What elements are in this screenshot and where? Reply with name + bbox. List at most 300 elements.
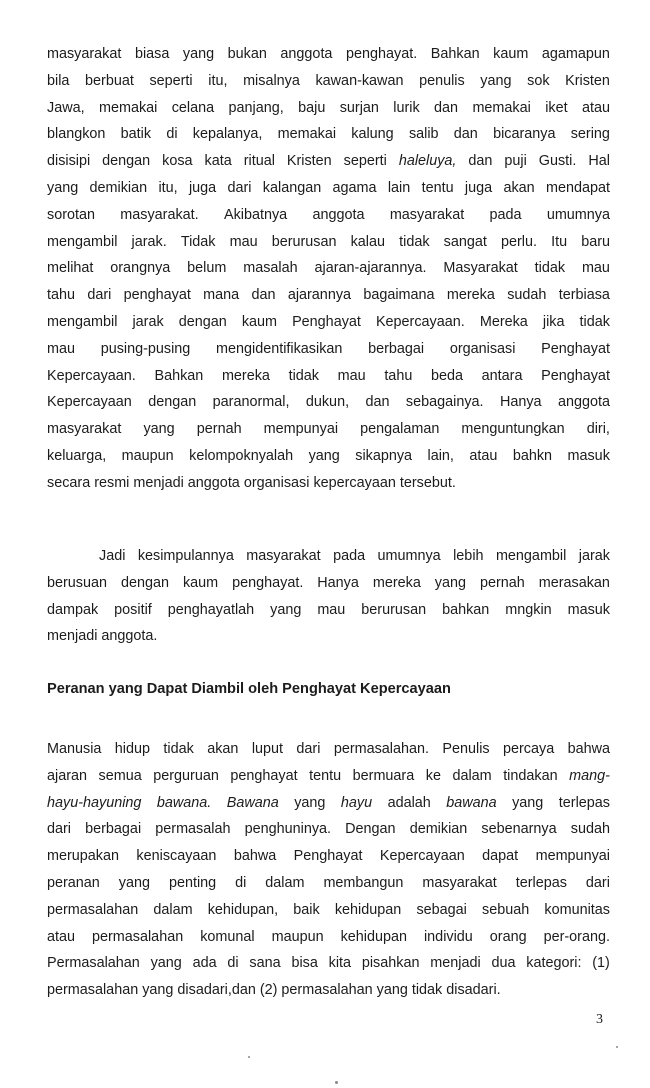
word: sikapnya	[355, 447, 413, 464]
word: menjadi	[47, 628, 98, 645]
text-line	[47, 977, 610, 1004]
word: berbagai	[368, 340, 425, 357]
word: seperti	[343, 153, 387, 170]
word: Jadi	[99, 548, 126, 564]
word: bawana.	[156, 794, 212, 811]
word: (1)	[592, 955, 610, 972]
word: kepercayaan	[313, 474, 396, 491]
word: berbuat	[85, 72, 134, 89]
word: yang	[118, 874, 150, 891]
word: masuk	[567, 447, 610, 464]
word: disisipi	[47, 153, 91, 170]
word: mengidentifikasikan	[216, 340, 343, 357]
text-line	[47, 68, 610, 95]
text-line	[47, 763, 610, 790]
word: masyarakat	[422, 874, 497, 891]
text-line	[47, 95, 610, 122]
word: dalam	[452, 767, 492, 784]
word: surjan	[339, 99, 379, 116]
word: dari	[296, 741, 321, 757]
word: mengambil	[47, 313, 118, 330]
word: dengan	[148, 394, 197, 411]
word: beda	[430, 367, 463, 384]
text-line	[47, 950, 610, 977]
word: dengan	[178, 313, 227, 330]
word: pernah	[196, 421, 242, 438]
text-line	[47, 41, 610, 68]
word: mempunyai	[263, 421, 339, 438]
word: batik	[120, 126, 152, 143]
word: tidak	[411, 982, 443, 999]
word: lebih	[453, 548, 484, 564]
word: secara	[47, 474, 91, 491]
word: umumnya	[546, 206, 610, 223]
word: mngkin	[505, 601, 552, 618]
word: misalnya	[243, 72, 300, 89]
word: penghayat	[123, 287, 191, 304]
word: Bawana	[226, 794, 279, 811]
word: itu,	[208, 72, 228, 89]
word: tindakan	[503, 767, 558, 784]
word: hayu	[340, 794, 373, 811]
word: kepalanya,	[192, 126, 263, 143]
word: yang	[294, 794, 326, 811]
word: sorotan	[47, 206, 95, 223]
page-number: 3	[596, 1012, 603, 1027]
word: dua	[491, 955, 516, 972]
word: membangun	[323, 874, 404, 891]
word: dan	[453, 126, 478, 143]
text-line	[47, 790, 610, 817]
word: yang	[270, 601, 302, 618]
word: penghayatlah	[167, 601, 255, 618]
section-heading: Peranan yang Dapat Diambil oleh Penghayat Kepercayaan	[47, 681, 451, 697]
word: Akibatnya	[223, 206, 288, 223]
word: penghayat.	[232, 574, 304, 591]
word: penulis	[419, 72, 465, 89]
word: berurusan	[361, 601, 427, 618]
word: lain	[387, 179, 411, 196]
word: resmi	[94, 474, 130, 491]
word: penghayat.	[346, 46, 418, 62]
word: permasalahan	[47, 982, 139, 999]
word: Kepercayaan	[47, 394, 132, 411]
word: sebagai	[416, 901, 467, 918]
word: perguruan	[153, 767, 219, 784]
word: yang	[142, 982, 174, 999]
word: dan	[365, 394, 390, 411]
word: dengan	[102, 153, 151, 170]
word: kata	[204, 153, 232, 170]
word: Hanya	[499, 394, 542, 411]
word: Kristen	[286, 153, 332, 170]
word: bagaimana	[363, 287, 435, 304]
word: masyarakat	[47, 46, 122, 62]
word: merupakan	[47, 848, 119, 865]
word: kaum	[493, 46, 529, 62]
word: biasa	[134, 46, 170, 62]
word: agamapun	[541, 46, 610, 62]
text-line	[47, 309, 610, 336]
word: juga	[188, 179, 217, 196]
word: terlepas	[558, 794, 610, 811]
word: Kepercayaan	[379, 848, 465, 865]
word: mereka	[446, 287, 495, 304]
word: permasalahan	[47, 901, 139, 918]
word: bisa	[291, 955, 318, 972]
word: perlu.	[500, 233, 537, 250]
text-line	[47, 623, 610, 650]
word: sering	[570, 126, 610, 143]
word: mau	[337, 367, 366, 384]
word: pada	[489, 206, 522, 223]
word: tahu	[384, 367, 413, 384]
word: bukan	[227, 46, 267, 62]
word: mang-	[569, 767, 610, 784]
word: tahu	[47, 287, 76, 304]
word: Itu	[551, 233, 568, 250]
word: semua	[98, 767, 142, 784]
word: permasalah	[155, 821, 231, 838]
word: masuk	[567, 601, 610, 618]
word: ke	[425, 767, 441, 784]
word: baru	[581, 233, 610, 250]
word: Manusia	[47, 741, 102, 757]
word: pernah	[479, 574, 525, 591]
word: akan	[207, 741, 239, 757]
word: Dengan	[345, 821, 396, 838]
word: Kepercayaan.	[375, 313, 465, 330]
word: yang	[376, 982, 408, 999]
word: organisasi	[449, 340, 516, 357]
word: Penghayat	[292, 313, 361, 330]
word: bawana	[446, 794, 497, 811]
word: Jawa,	[47, 99, 85, 116]
word: mana	[203, 287, 240, 304]
text-line	[47, 924, 610, 951]
word: anggota	[312, 206, 365, 223]
word: di	[227, 955, 239, 972]
word: sudah	[507, 287, 547, 304]
word: komunal	[200, 928, 255, 945]
word: kehidupan,	[207, 901, 279, 918]
word: individu	[423, 928, 473, 945]
word: dalam	[265, 874, 305, 891]
word: dampak	[47, 601, 99, 618]
text-line	[47, 816, 610, 843]
word: masyarakat	[246, 548, 321, 564]
word: di	[166, 126, 178, 143]
word: kehidupan	[340, 928, 407, 945]
word: bahkn	[512, 447, 553, 464]
word: sebenarnya	[481, 821, 557, 838]
word: jika	[542, 313, 565, 330]
word: di	[235, 874, 247, 891]
word: berurusan	[271, 233, 337, 250]
word: masalah	[243, 260, 298, 277]
word: kawan-kawan	[315, 72, 404, 89]
word: positif	[114, 601, 152, 618]
word: ajaran-ajarannya.	[314, 260, 427, 277]
word: dan	[434, 99, 459, 116]
word: Bahkan	[154, 367, 204, 384]
word: Penulis	[442, 741, 490, 757]
text-line	[47, 570, 610, 597]
word: panjang,	[228, 99, 284, 116]
word: sok	[527, 72, 550, 89]
word: pada	[333, 548, 366, 564]
word: yang	[480, 72, 512, 89]
word: paranormal,	[212, 394, 290, 411]
word: tidak	[579, 313, 610, 330]
word: iket	[545, 99, 568, 116]
word: salib	[408, 126, 439, 143]
word: yang	[434, 574, 467, 591]
word: Bahkan	[430, 46, 480, 62]
word: dari	[47, 821, 71, 838]
text-line	[47, 121, 610, 148]
word: mengambil	[47, 233, 118, 250]
text-line	[47, 255, 610, 282]
word: dalam	[153, 901, 193, 918]
word: baik	[293, 901, 320, 918]
text-line	[47, 843, 610, 870]
paragraph-1	[47, 41, 610, 497]
text-line	[47, 416, 610, 443]
word: melihat	[47, 260, 94, 277]
word: Hanya	[317, 574, 359, 591]
word: penghayat	[230, 767, 298, 784]
paragraph-2	[47, 543, 610, 650]
text-line	[47, 175, 610, 202]
word: menguntungkan	[461, 421, 565, 438]
word: mau	[47, 340, 75, 357]
word: tidak	[534, 260, 566, 277]
word: mereka	[221, 367, 270, 384]
word: tentu	[421, 179, 454, 196]
word: dengan	[120, 574, 169, 591]
word: bahwa	[567, 741, 610, 757]
word: atau	[581, 99, 610, 116]
word: atau	[47, 928, 76, 945]
word: komunitas	[544, 901, 610, 918]
word: Kepercayaan.	[47, 367, 136, 384]
word: dari	[87, 287, 112, 304]
word: kelompoknyalah	[189, 447, 294, 464]
word: menjadi	[430, 955, 481, 972]
text-line	[47, 336, 610, 363]
word: anggota	[187, 474, 240, 491]
word: kaum	[182, 574, 219, 591]
word: antara	[481, 367, 523, 384]
word: itu,	[158, 179, 178, 196]
word: berbagai	[85, 821, 142, 838]
text-line	[47, 597, 610, 624]
text-line	[47, 736, 610, 763]
word: percaya	[503, 741, 555, 757]
word: keniscayaan	[136, 848, 217, 865]
word: yang	[308, 447, 340, 464]
word: Penghayat	[293, 848, 363, 865]
word: seperti	[149, 72, 193, 89]
word: disadari,dan	[177, 982, 256, 999]
word: anggota.	[101, 628, 158, 645]
word: mau	[317, 601, 346, 618]
word: disadari.	[446, 982, 501, 999]
word: demikian	[89, 179, 148, 196]
word: belum	[187, 260, 227, 277]
word: Permasalahan	[47, 955, 140, 972]
word: dapat	[482, 848, 519, 865]
word: dan	[468, 153, 493, 170]
word: permasalahan.	[333, 741, 430, 757]
word: diri,	[586, 421, 610, 438]
word: organisasi	[243, 474, 310, 491]
word: dan	[251, 287, 276, 304]
word: tidak	[163, 741, 194, 757]
word: masyarakat.	[120, 206, 199, 223]
word: Kristen	[565, 72, 610, 89]
word: tentu	[309, 767, 342, 784]
word: mendapat	[545, 179, 610, 196]
word: kehidupan	[334, 901, 402, 918]
word: celana	[171, 99, 215, 116]
word: (2)	[259, 982, 278, 999]
word: menjadi	[133, 474, 184, 491]
word: pengalaman	[360, 421, 440, 438]
text-line	[47, 870, 610, 897]
word: bahwa	[233, 848, 277, 865]
word: dari	[227, 179, 252, 196]
word: sudah	[570, 821, 610, 838]
word: akan	[503, 179, 535, 196]
word: lurik	[393, 99, 420, 116]
word: Gusti.	[538, 153, 577, 170]
word: terlepas	[515, 874, 567, 891]
word: Tidak	[180, 233, 216, 250]
word: hidup	[114, 741, 151, 757]
word: sana	[249, 955, 281, 972]
word: berusuan	[47, 574, 108, 591]
word: anggota	[557, 394, 610, 411]
word: masyarakat	[389, 206, 465, 223]
word: luput	[251, 741, 284, 757]
word: memakai	[472, 99, 531, 116]
word: juga	[464, 179, 493, 196]
word: yang	[143, 421, 175, 438]
word: kesimpulannya	[137, 548, 234, 564]
word: bila	[47, 72, 70, 89]
text-line	[47, 543, 610, 570]
word: memakai	[98, 99, 158, 116]
word: peranan	[47, 874, 100, 891]
word: hayu-hayuning	[47, 794, 142, 811]
word: ritual	[243, 153, 275, 170]
text-line	[47, 470, 610, 497]
word: Penghayat	[541, 340, 610, 357]
word: kosa	[162, 153, 193, 170]
word: bermuara	[352, 767, 415, 784]
word: keluarga,	[47, 447, 107, 464]
word: lain,	[427, 447, 454, 464]
word: sebuah	[482, 901, 530, 918]
word: bicaranya	[493, 126, 556, 143]
word: jarak	[132, 313, 164, 330]
word: jarak	[578, 548, 610, 564]
word: baju	[298, 99, 326, 116]
word: sebagainya.	[405, 394, 484, 411]
word: bahkan	[442, 601, 490, 618]
word: mau	[581, 260, 610, 277]
word: orang	[489, 928, 527, 945]
word: Mereka	[479, 313, 528, 330]
word: adalah	[387, 794, 431, 811]
word: kaum	[241, 313, 278, 330]
word: yang	[182, 46, 215, 62]
word: yang	[512, 794, 544, 811]
word: Penghayat	[541, 367, 610, 384]
word: permasalahan	[92, 928, 184, 945]
word: sangat	[443, 233, 487, 250]
text-line	[47, 229, 610, 256]
word: kalau	[350, 233, 386, 250]
word: anggota	[280, 46, 333, 62]
text-line	[47, 282, 610, 309]
word: umumnya	[377, 548, 441, 564]
word: agama	[332, 179, 377, 196]
word: dukun,	[305, 394, 350, 411]
word: tidak	[288, 367, 319, 384]
scan-speck	[248, 1056, 250, 1058]
word: maupun	[121, 447, 174, 464]
word: maupun	[271, 928, 324, 945]
word: demikian	[409, 821, 468, 838]
word: atau	[469, 447, 498, 464]
word: kita	[328, 955, 352, 972]
word: kategori:	[526, 955, 582, 972]
word: ada	[192, 955, 217, 972]
paragraph-3	[47, 736, 610, 1004]
word: blangkon	[47, 126, 106, 143]
text-line	[47, 202, 610, 229]
word: tersebut.	[399, 474, 456, 491]
word: mau	[229, 233, 258, 250]
word: yang	[47, 179, 79, 196]
word: pisahkan	[361, 955, 420, 972]
word: mereka	[372, 574, 421, 591]
word: ajaran	[47, 767, 88, 784]
word: puji	[504, 153, 527, 170]
word: ajarannya	[287, 287, 352, 304]
text-line	[47, 897, 610, 924]
word: Hal	[588, 153, 610, 170]
word: tidak	[399, 233, 430, 250]
word: Masyarakat	[443, 260, 518, 277]
text-line	[47, 363, 610, 390]
word: pusing-pusing	[100, 340, 191, 357]
word: kalung	[351, 126, 394, 143]
word: haleluya,	[398, 153, 457, 170]
word: masyarakat	[47, 421, 122, 438]
word: permasalahan	[281, 982, 373, 999]
text-line	[47, 148, 610, 175]
word: yang	[150, 955, 182, 972]
scan-speck	[616, 1046, 618, 1048]
scan-speck	[335, 1081, 338, 1084]
word: per-orang.	[543, 928, 610, 945]
text-line	[47, 443, 610, 470]
word: dari	[585, 874, 610, 891]
